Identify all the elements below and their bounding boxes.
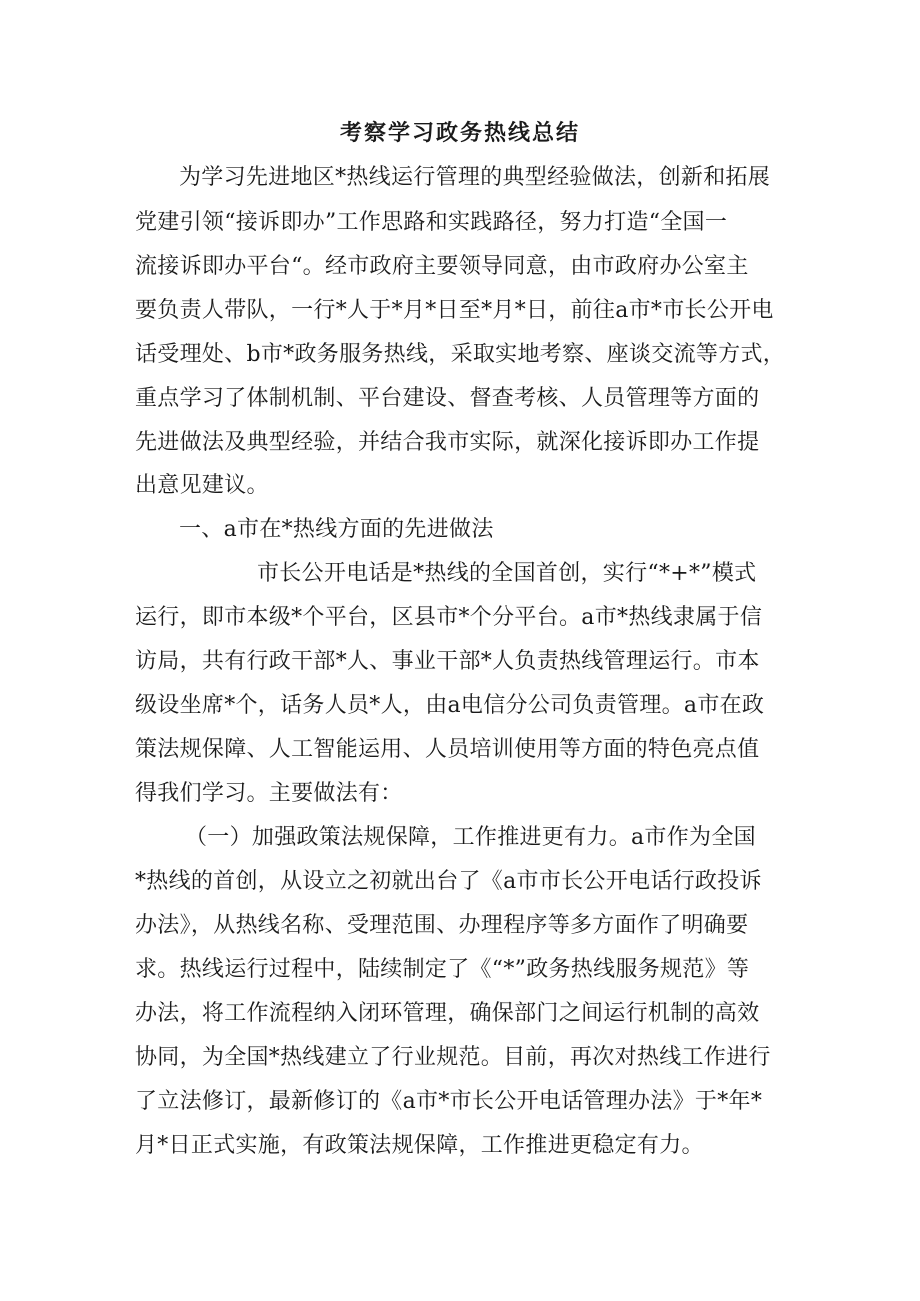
paragraph-line: 办法，将工作流程纳入闭环管理，确保部门之间运行机制的高效	[135, 1001, 760, 1026]
paragraph-line: 月*日正式实施，有政策法规保障，工作推进更稳定有力。	[135, 1133, 704, 1158]
section-heading: 一、a市在*热线方面的先进做法	[179, 517, 494, 542]
paragraph-line: 协同，为全国*热线建立了行业规范。目前，再次对热线工作进行	[135, 1045, 771, 1070]
paragraph-line: 话受理处、b市*政务服务热线，采取实地考察、座谈交流等方式，	[135, 342, 786, 367]
paragraph-line: 办法》，从热线名称、受理范围、办理程序等多方面作了明确要	[135, 913, 749, 938]
paragraph-line: 运行，即市本级*个平台，区县市*个分平台。a市*热线隶属于信	[135, 605, 763, 630]
paragraph-line: 先进做法及典型经验，并结合我市实际，就深化接诉即办工作提	[135, 430, 760, 455]
paragraph-line: 得我们学习。主要做法有：	[135, 781, 403, 806]
paragraph-line: 了立法修订，最新修订的《a市*市长公开电话管理办法》于*年*	[135, 1089, 763, 1114]
paragraph-line: 重点学习了体制机制、平台建设、督查考核、人员管理等方面的	[135, 386, 760, 411]
paragraph-line: 流接诉即办平台“。经市政府主要领导同意，由市政府办公室主	[135, 254, 749, 279]
paragraph-line: 党建引领“接诉即办”工作思路和实践路径，努力打造“全国一	[135, 210, 728, 235]
paragraph-line: 求。热线运行过程中，陆续制定了《“*”政务热线服务规范》等	[135, 957, 750, 982]
document-title: 考察学习政务热线总结	[339, 120, 580, 146]
paragraph-line: 策法规保障、人工智能运用、人员培训使用等方面的特色亮点值	[135, 737, 760, 762]
paragraph-line: 要负责人带队，一行*人于*月*日至*月*日，前往a市*市长公开电	[135, 298, 774, 323]
paragraph-line: 级设坐席*个，话务人员*人，由a电信分公司负责管理。a市在政	[135, 693, 765, 718]
paragraph-line: 出意见建议。	[135, 473, 269, 498]
paragraph-line: 为学习先进地区*热线运行管理的典型经验做法，创新和拓展	[179, 165, 771, 190]
paragraph-line: 市长公开电话是*热线的全国首创，实行“*+*”模式	[257, 561, 757, 586]
paragraph-line: *热线的首创，从设立之初就出台了《a市市长公开电话行政投诉	[135, 869, 762, 894]
paragraph-line: 访局，共有行政干部*人、事业干部*人负责热线管理运行。市本	[135, 649, 760, 674]
subsection-line: （一）加强政策法规保障，工作推进更有力。a市作为全国	[185, 825, 756, 850]
